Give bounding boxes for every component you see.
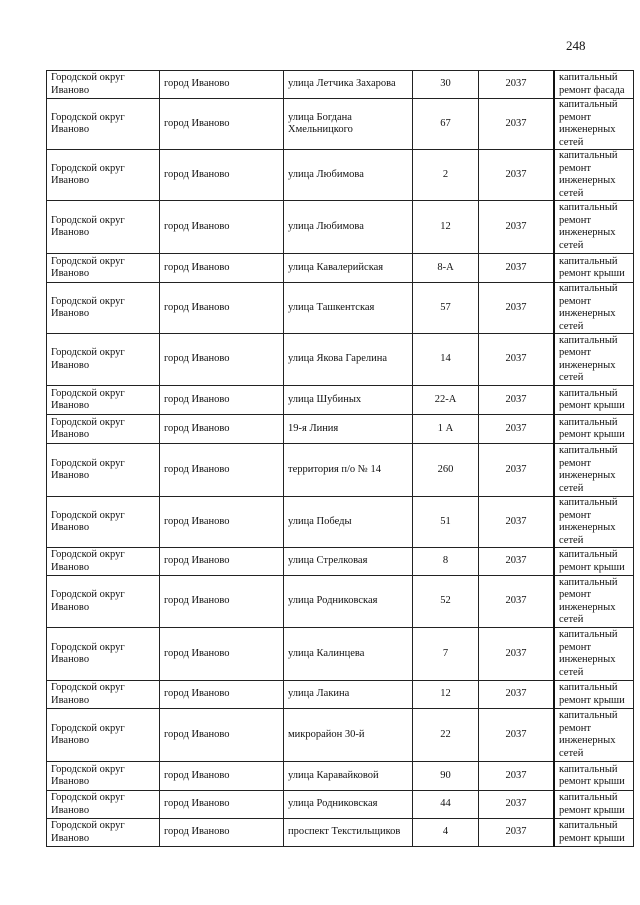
street-cell: территория п/о № 14 bbox=[284, 444, 413, 497]
work-type-cell: капитальный ремонт инженерных сетей bbox=[554, 283, 634, 334]
house-number-cell: 8 bbox=[413, 548, 479, 576]
work-type-cell: капитальный ремонт инженерных сетей bbox=[554, 709, 634, 762]
street-cell: микрорайон 30-й bbox=[284, 709, 413, 762]
table-row bbox=[47, 444, 634, 497]
street-cell: улица Родниковская bbox=[284, 791, 413, 819]
street-cell: улица Богдана Хмельницкого bbox=[284, 99, 413, 150]
year-cell: 2037 bbox=[479, 386, 555, 415]
house-number-cell: 260 bbox=[413, 444, 479, 497]
house-number-cell: 57 bbox=[413, 283, 479, 334]
year-cell: 2037 bbox=[479, 628, 555, 681]
work-type-cell: капитальный ремонт фасада bbox=[554, 71, 634, 99]
district-cell: Городской округ Иваново bbox=[47, 254, 160, 283]
work-type-cell: капитальный ремонт инженерных сетей bbox=[554, 334, 634, 386]
table-row bbox=[47, 681, 634, 709]
district-cell: Городской округ Иваново bbox=[47, 283, 160, 334]
district-cell: Городской округ Иваново bbox=[47, 497, 160, 548]
work-type-cell: капитальный ремонт крыши bbox=[554, 254, 634, 283]
district-cell: Городской округ Иваново bbox=[47, 628, 160, 681]
table-row bbox=[47, 201, 634, 254]
year-cell: 2037 bbox=[479, 201, 555, 254]
street-cell: улица Родниковская bbox=[284, 576, 413, 628]
year-cell: 2037 bbox=[479, 709, 555, 762]
city-cell: город Иваново bbox=[160, 709, 284, 762]
table-row bbox=[47, 71, 634, 99]
city-cell: город Иваново bbox=[160, 628, 284, 681]
table-row bbox=[47, 497, 634, 548]
table-row bbox=[47, 415, 634, 444]
table-row bbox=[47, 99, 634, 150]
year-cell: 2037 bbox=[479, 334, 555, 386]
city-cell: город Иваново bbox=[160, 497, 284, 548]
house-number-cell: 67 bbox=[413, 99, 479, 150]
table-row bbox=[47, 791, 634, 819]
table-row bbox=[47, 709, 634, 762]
year-cell: 2037 bbox=[479, 254, 555, 283]
table-body bbox=[47, 71, 634, 847]
district-cell: Городской округ Иваново bbox=[47, 334, 160, 386]
city-cell: город Иваново bbox=[160, 548, 284, 576]
city-cell: город Иваново bbox=[160, 386, 284, 415]
street-cell: 19-я Линия bbox=[284, 415, 413, 444]
district-cell: Городской округ Иваново bbox=[47, 791, 160, 819]
house-number-cell: 2 bbox=[413, 150, 479, 201]
work-type-cell: капитальный ремонт крыши bbox=[554, 415, 634, 444]
house-number-cell: 22 bbox=[413, 709, 479, 762]
city-cell: город Иваново bbox=[160, 444, 284, 497]
district-cell: Городской округ Иваново bbox=[47, 576, 160, 628]
street-cell: улица Шубиных bbox=[284, 386, 413, 415]
work-type-cell: капитальный ремонт инженерных сетей bbox=[554, 150, 634, 201]
work-type-cell: капитальный ремонт инженерных сетей bbox=[554, 99, 634, 150]
street-cell: улица Ташкентская bbox=[284, 283, 413, 334]
table-row bbox=[47, 819, 634, 847]
city-cell: город Иваново bbox=[160, 283, 284, 334]
repair-schedule-table bbox=[46, 70, 634, 847]
work-type-cell: капитальный ремонт крыши bbox=[554, 762, 634, 791]
district-cell: Городской округ Иваново bbox=[47, 201, 160, 254]
work-type-cell: капитальный ремонт крыши bbox=[554, 681, 634, 709]
year-cell: 2037 bbox=[479, 283, 555, 334]
table-row bbox=[47, 762, 634, 791]
street-cell: улица Кавалерийская bbox=[284, 254, 413, 283]
work-type-cell: капитальный ремонт инженерных сетей bbox=[554, 201, 634, 254]
district-cell: Городской округ Иваново bbox=[47, 415, 160, 444]
district-cell: Городской округ Иваново bbox=[47, 71, 160, 99]
district-cell: Городской округ Иваново bbox=[47, 150, 160, 201]
city-cell: город Иваново bbox=[160, 681, 284, 709]
district-cell: Городской округ Иваново bbox=[47, 99, 160, 150]
year-cell: 2037 bbox=[479, 444, 555, 497]
city-cell: город Иваново bbox=[160, 762, 284, 791]
house-number-cell: 14 bbox=[413, 334, 479, 386]
work-type-cell: капитальный ремонт крыши bbox=[554, 386, 634, 415]
table-row bbox=[47, 386, 634, 415]
house-number-cell: 12 bbox=[413, 681, 479, 709]
table-row bbox=[47, 283, 634, 334]
district-cell: Городской округ Иваново bbox=[47, 681, 160, 709]
year-cell: 2037 bbox=[479, 791, 555, 819]
year-cell: 2037 bbox=[479, 819, 555, 847]
house-number-cell: 12 bbox=[413, 201, 479, 254]
work-type-cell: капитальный ремонт инженерных сетей bbox=[554, 444, 634, 497]
year-cell: 2037 bbox=[479, 415, 555, 444]
house-number-cell: 22-А bbox=[413, 386, 479, 415]
district-cell: Городской округ Иваново bbox=[47, 444, 160, 497]
table-row bbox=[47, 576, 634, 628]
table-row bbox=[47, 548, 634, 576]
table-row bbox=[47, 254, 634, 283]
table-row bbox=[47, 150, 634, 201]
work-type-cell: капитальный ремонт крыши bbox=[554, 791, 634, 819]
city-cell: город Иваново bbox=[160, 334, 284, 386]
city-cell: город Иваново bbox=[160, 415, 284, 444]
house-number-cell: 4 bbox=[413, 819, 479, 847]
year-cell: 2037 bbox=[479, 71, 555, 99]
street-cell: проспект Текстильщиков bbox=[284, 819, 413, 847]
year-cell: 2037 bbox=[479, 681, 555, 709]
year-cell: 2037 bbox=[479, 150, 555, 201]
house-number-cell: 1 А bbox=[413, 415, 479, 444]
city-cell: город Иваново bbox=[160, 576, 284, 628]
street-cell: улица Калинцева bbox=[284, 628, 413, 681]
city-cell: город Иваново bbox=[160, 791, 284, 819]
district-cell: Городской округ Иваново bbox=[47, 819, 160, 847]
table-row bbox=[47, 334, 634, 386]
year-cell: 2037 bbox=[479, 576, 555, 628]
house-number-cell: 30 bbox=[413, 71, 479, 99]
district-cell: Городской округ Иваново bbox=[47, 386, 160, 415]
house-number-cell: 52 bbox=[413, 576, 479, 628]
street-cell: улица Любимова bbox=[284, 150, 413, 201]
street-cell: улица Любимова bbox=[284, 201, 413, 254]
city-cell: город Иваново bbox=[160, 254, 284, 283]
house-number-cell: 8-А bbox=[413, 254, 479, 283]
street-cell: улица Якова Гарелина bbox=[284, 334, 413, 386]
street-cell: улица Лакина bbox=[284, 681, 413, 709]
street-cell: улица Каравайковой bbox=[284, 762, 413, 791]
house-number-cell: 44 bbox=[413, 791, 479, 819]
street-cell: улица Стрелковая bbox=[284, 548, 413, 576]
district-cell: Городской округ Иваново bbox=[47, 548, 160, 576]
house-number-cell: 90 bbox=[413, 762, 479, 791]
work-type-cell: капитальный ремонт инженерных сетей bbox=[554, 497, 634, 548]
city-cell: город Иваново bbox=[160, 150, 284, 201]
street-cell: улица Победы bbox=[284, 497, 413, 548]
work-type-cell: капитальный ремонт инженерных сетей bbox=[554, 576, 634, 628]
city-cell: город Иваново bbox=[160, 201, 284, 254]
house-number-cell: 7 bbox=[413, 628, 479, 681]
house-number-cell: 51 bbox=[413, 497, 479, 548]
table-row bbox=[47, 628, 634, 681]
city-cell: город Иваново bbox=[160, 71, 284, 99]
page-number: 248 bbox=[566, 38, 586, 53]
work-type-cell: капитальный ремонт инженерных сетей bbox=[554, 628, 634, 681]
year-cell: 2037 bbox=[479, 497, 555, 548]
year-cell: 2037 bbox=[479, 548, 555, 576]
district-cell: Городской округ Иваново bbox=[47, 762, 160, 791]
year-cell: 2037 bbox=[479, 99, 555, 150]
city-cell: город Иваново bbox=[160, 819, 284, 847]
year-cell: 2037 bbox=[479, 762, 555, 791]
district-cell: Городской округ Иваново bbox=[47, 709, 160, 762]
work-type-cell: капитальный ремонт крыши bbox=[554, 819, 634, 847]
street-cell: улица Летчика Захарова bbox=[284, 71, 413, 99]
work-type-cell: капитальный ремонт крыши bbox=[554, 548, 634, 576]
city-cell: город Иваново bbox=[160, 99, 284, 150]
